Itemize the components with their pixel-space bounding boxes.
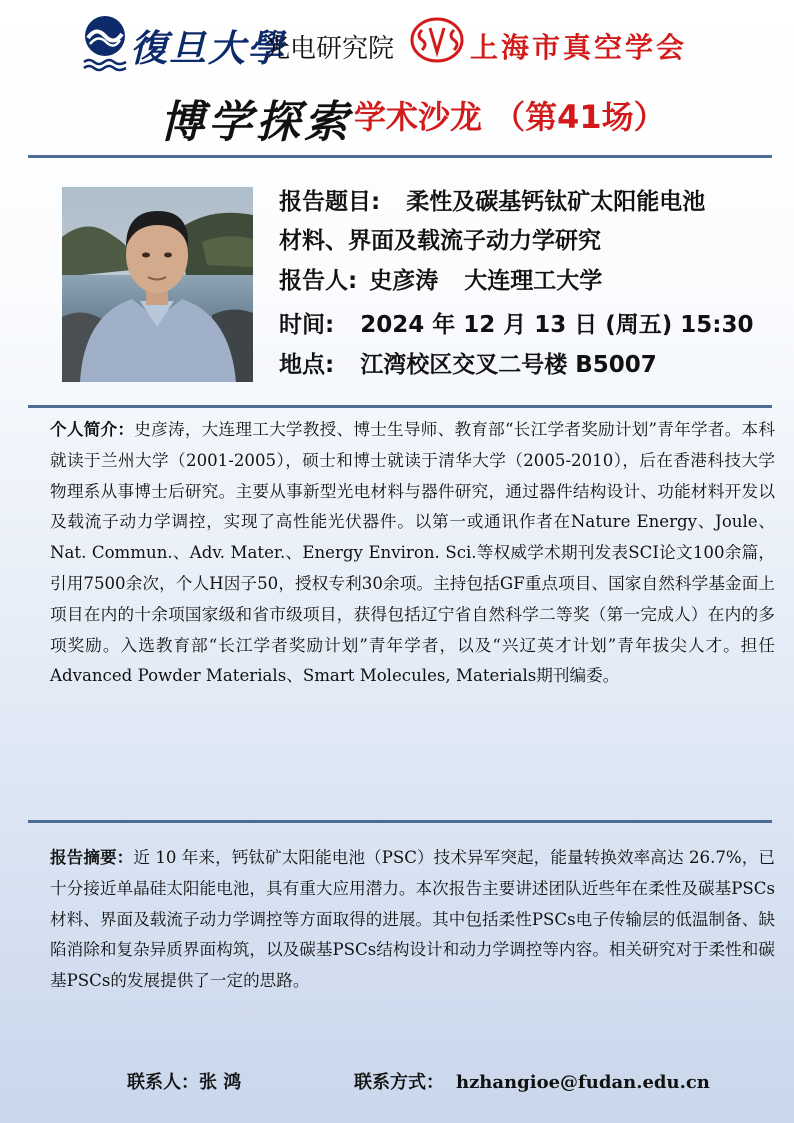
speaker-affiliation: 大连理工大学 <box>464 268 603 294</box>
fudan-emblem-icon <box>80 14 130 72</box>
talk-title-line2: 材料、界面及载流子动力学研究 <box>279 228 601 254</box>
contact-method <box>354 1068 710 1094</box>
time-label: 时间: <box>279 312 335 338</box>
bio-label: 个人简介： <box>50 420 135 439</box>
bio-text: 史彦涛，大连理工大学教授、博士生导师、教育部“长江学者奖励计划”青年学者。本科就读于兰州大学（2001-2005），硕士和博士就读于清华大学（2005-2010），后在香港科技大学物理系从事博士后研究。主要从事新型光电材料与器件研究，通过器件结构设计、功能材料开发以及载流子动力学调控，实现了高性能光伏器件。以第一或通讯作者在Nature Energy、Joule、Nat. Commun.、Adv. Mater.、Energy Environ. Sci.等权威学术期刊发表SCI论文100余篇，引用7500余次，个人H因子50，授权专利30余项。主持包括GF重点项目、国家自然科学基金面上项目在内的十余项国家级和省市级项目，获得包括辽宁省自然科学二等奖（第一完成人）在内的多项奖励。入选教育部“长江学者奖励计划”青年学者，以及“兴辽英才计划”青年拔尖人才。担任Advanced Powder Materials、Smart Molecules, Materials期刊编委。 <box>50 420 776 686</box>
department-name: 光电研究院 <box>264 34 395 64</box>
contact-method-label: 联系方式： <box>354 1072 444 1093</box>
place-label: 地点: <box>279 352 335 378</box>
time-line <box>279 306 754 339</box>
abstract-label: 报告摘要： <box>50 848 134 867</box>
abstract-text: 近 10 年来，钙钛矿太阳能电池（PSC）技术异军突起，能量转换效率高达 26.7%，已十分接近单晶硅太阳能电池，具有重大应用潜力。本次报告主要讲述团队近些年在柔性及碳基PSCs材料、界面及载流子动力学调控等方面取得的进展。其中包括柔性PSCs电子传输层的低温制备、缺陷消除和复杂异质界面构筑，以及碳基PSCs结构设计和动力学调控等内容。相关研究对于柔性和碳基PSCs的发展提供了一定的思路。 <box>50 848 775 991</box>
talk-title-text-1: 柔性及碳基钙钛矿太阳能电池 <box>406 189 706 215</box>
contact-email[interactable]: hzhangioe@fudan.edu.cn <box>456 1072 710 1093</box>
contact-person-label: 联系人： <box>127 1072 199 1093</box>
speaker-bio <box>50 415 775 692</box>
talk-title-line1 <box>279 183 705 216</box>
talk-title-label: 报告题目: <box>279 189 381 215</box>
divider-bottom <box>28 820 772 823</box>
speaker-name: 史彦涛 <box>369 268 439 294</box>
society-name: 上海市真空学会 <box>470 31 688 64</box>
contact-person <box>127 1068 241 1094</box>
speaker-line <box>279 262 602 295</box>
divider-top <box>28 155 772 158</box>
speaker-label: 报告人: <box>279 268 358 294</box>
time-value: 2024 年 12 月 13 日 (周五) 15:30 <box>360 312 754 338</box>
divider-middle <box>28 405 772 408</box>
vacuum-society-emblem-icon <box>408 14 466 66</box>
place-value: 江湾校区交叉二号楼 B5007 <box>360 352 657 378</box>
brand-title: 博学探索 <box>160 97 352 148</box>
place-line <box>279 346 657 379</box>
salon-title: 学术沙龙 （第41场） <box>354 98 666 136</box>
speaker-photo <box>62 187 253 382</box>
contact-person-name: 张 鸿 <box>199 1072 242 1093</box>
university-name: 復旦大學 <box>130 26 286 70</box>
talk-abstract <box>50 843 775 997</box>
